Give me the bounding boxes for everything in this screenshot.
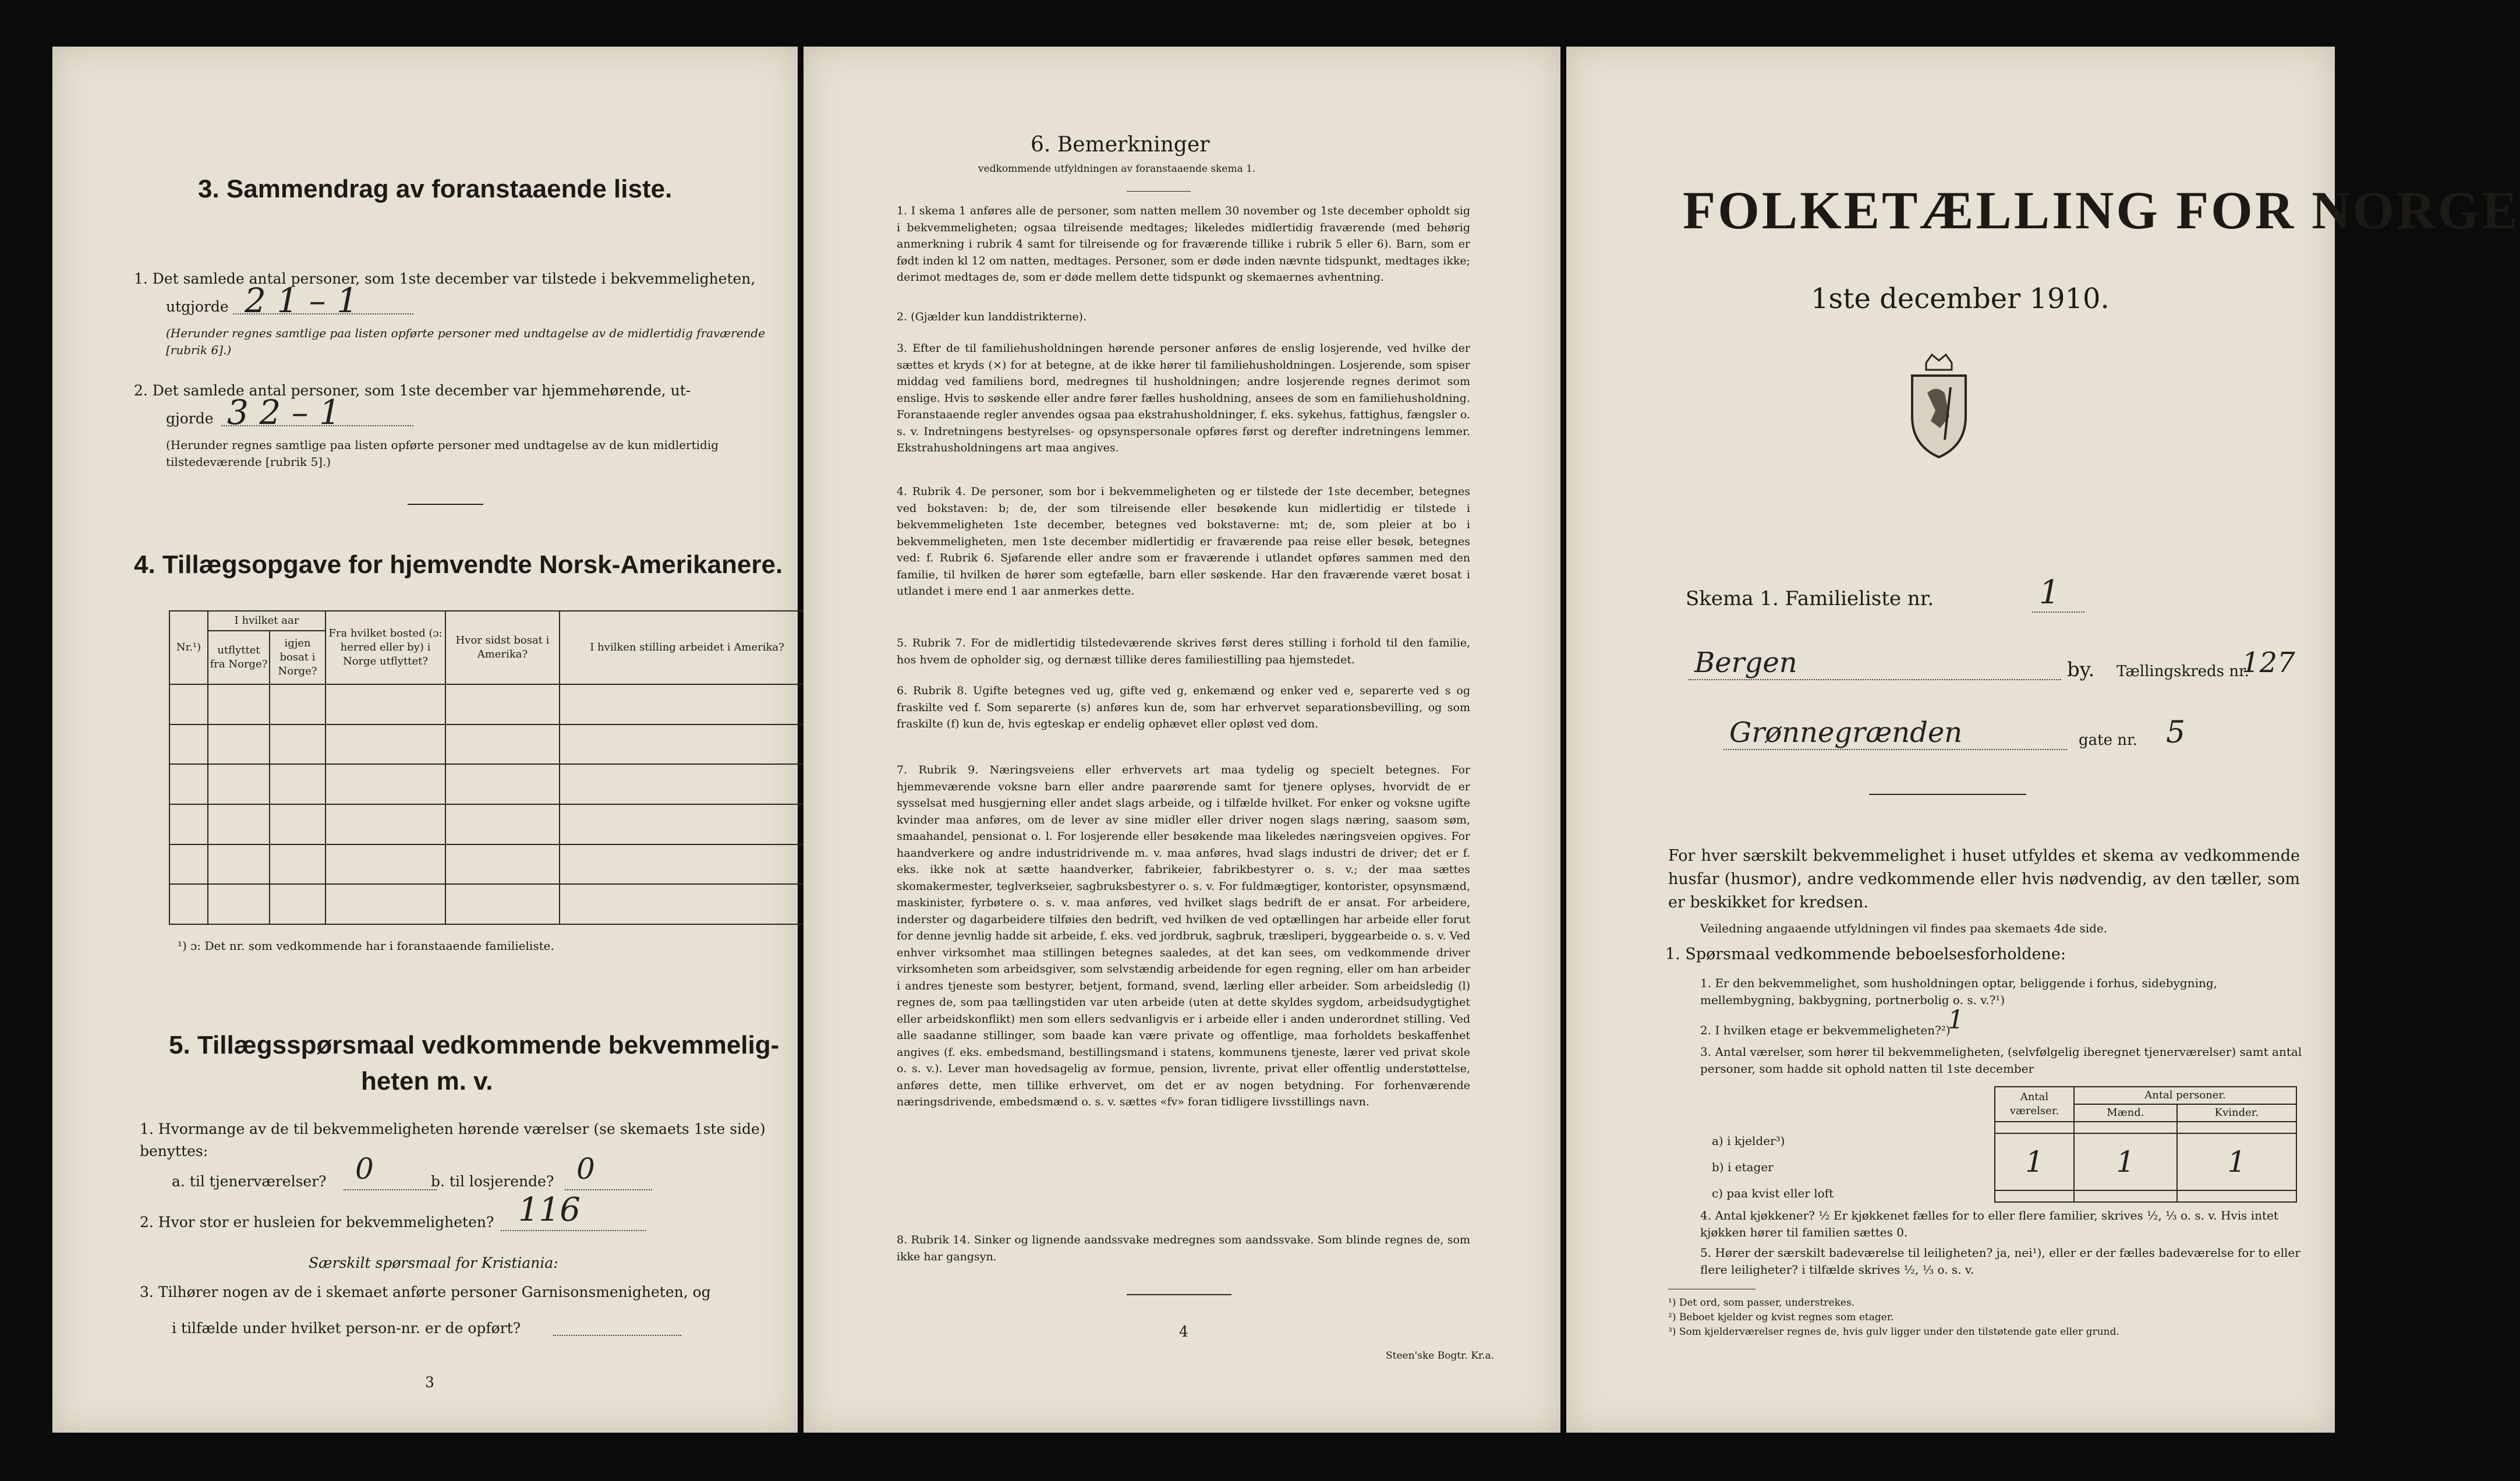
col-personer: Antal personer. bbox=[2074, 1087, 2296, 1104]
remark-3: 3. Efter de til familiehusholdningen hørende personer anføres de enslig losjerende, ved hvilke der sættes et kryds (×) for at betegne, at de ikke hører til familiehusholdningen. Losjerende, som spiser middag ved familiens bord, medregnes til husholdningen; andre losjerende regnes derimot som enslige. Hvis to søskende eller andre fører fælles husholdning, ansees de som en familiehusholdning. Foranstaaende regler anvendes ogsaa paa ekstrahusholdninger, f. eks. sykehus, fattighus, fængsler o. s. v. Indretningens bestyrelses- og opsynspersonale opføres først og derefter indretningens lemmer. Ekstrahusholdningens art maa angives. bbox=[897, 342, 1470, 454]
footnote-3: ³) Som kjelderværelser regnes de, hvis gulv ligger under den tilstøtende gate eller grund. bbox=[1668, 1326, 2119, 1338]
table-row bbox=[169, 804, 815, 844]
coat-of-arms-icon bbox=[1904, 352, 1974, 460]
s5-q1a-value: 0 bbox=[355, 1152, 374, 1186]
remark-1: 1. I skema 1 anføres alle de personer, som natten mellem 30 november og 1ste december opholdt sig i bekvemmeligheten; ogsaa tilreisende medtages; likeledes midlertidig fraværende (med behørig anmerkning i rubrik 4 samt for tilreisende og for fraværende tillike i rubrik 5 eller 6). Barn, som er født inden kl 12 om natten, medtages. Personer, som er døde inden nævnte tidspunkt, medtages ikke; derimot medtages de, som er døde mellem dette tidspunkt og skemaernes avhentning. bbox=[897, 204, 1470, 284]
col-nr: Nr.¹) bbox=[169, 611, 208, 684]
s3-q1-handwritten: 2 1 – 1 bbox=[245, 281, 359, 320]
col-sidst-bosat: Hvor sidst bosat i Amerika? bbox=[445, 611, 560, 684]
s5-q1a-line bbox=[344, 1189, 437, 1190]
divider bbox=[1127, 1294, 1231, 1295]
col-stilling: I hvilken stilling arbeidet i Amerika? bbox=[560, 611, 815, 684]
s5-q3-line1: 3. Tilhører nogen av de i skemaet anførte personer Garnisonsmenigheten, og bbox=[140, 1284, 711, 1300]
remark-4: 4. Rubrik 4. De personer, som bor i bekvemmeligheten og er tilstede der 1ste december, betegnes ved bokstaven: b; de, der som tilreisende eller besøkende kun midlertidig er tilstede i bekvemmeligheten 1ste december, betegnes ved bokstaverne: mt; de, som pleier at bo i bekvemmeligheten, men 1ste december midlertidig er fraværende paa reise eller besøk, betegnes ved: f. Rubrik 6. Sjøfarende eller andre som er fraværende i utlandet opføres sammen med den familie, til hvilken de hører som egtefælle, barn eller søskende. Har den fraværende været bosat i utlandet i mere end 1 aar anmerkes dette. bbox=[897, 485, 1470, 598]
census-date: 1ste december 1910. bbox=[1811, 282, 2110, 315]
s5-q1b-value: 0 bbox=[576, 1152, 595, 1186]
footnote-1: ¹) Det ord, som passer, understrekes. bbox=[1668, 1297, 1855, 1309]
kreds-value: 127 bbox=[2242, 646, 2295, 679]
s5-q2: 2. Hvor stor er husleien for bekvemmeligheten? bbox=[140, 1214, 494, 1231]
remark-8: 8. Rubrik 14. Sinker og lignende aandssvake medregnes som aandssvake. Som blinde regnes de, som ikke har gangsyn. bbox=[897, 1233, 1470, 1263]
cell-vaerelser: 1 bbox=[1995, 1133, 2074, 1191]
gate-nr: 5 bbox=[2166, 715, 2186, 750]
middle-page bbox=[804, 47, 1560, 1433]
section5-title-1: 5. Tillægsspørsmaal vedkommende bekvemmelig- bbox=[169, 1031, 780, 1059]
row-a-label: a) i kjelder³) bbox=[1712, 1134, 1785, 1148]
s5-q2-line bbox=[501, 1230, 646, 1231]
q2-value: 1 bbox=[1948, 1005, 1964, 1035]
footnote-2: ²) Beboet kjelder og kvist regnes som etager. bbox=[1668, 1312, 1894, 1323]
norsk-amerikanere-table bbox=[169, 610, 815, 925]
q4-text: 4. Antal kjøkkener? ½ Er kjøkkenet fælles for to eller flere familier, skrives ½, ⅓ o. s. v. Hvis intet kjøkken hører til familien sættes 0. bbox=[1700, 1208, 2278, 1239]
col-utflyttet: utflyttet fra Norge? bbox=[208, 631, 270, 684]
printer-mark: Steen'ske Bogtr. Kr.a. bbox=[1386, 1350, 1495, 1362]
s5-q3-line bbox=[553, 1335, 681, 1336]
s3-q1: 1. Det samlede antal personer, som 1ste december var tilstede i bekvemmeligheten, bbox=[134, 270, 756, 287]
section3-title: 3. Sammendrag av foranstaaende liste. bbox=[198, 175, 673, 203]
by-line bbox=[1689, 679, 2061, 680]
q2-text: 2. I hvilken etage er bekvemmeligheten?²) bbox=[1700, 1023, 1951, 1037]
cell-kvinder: 1 bbox=[2177, 1133, 2296, 1191]
kreds-label: Tællingskreds nr. bbox=[2116, 663, 2249, 680]
s3-q1-line bbox=[233, 313, 413, 314]
intro-text: For hver særskilt bekvemmelighet i huset utfyldes et skema av vedkommende husfar (husmor), andre vedkommende eller hvis nødvendig, av den tæller, som er beskikket for kredsen. bbox=[1668, 847, 2300, 911]
s3-q1-note: (Herunder regnes samtlige paa listen opførte personer med undtagelse av de midlertidig fraværende [rubrik 6].) bbox=[166, 326, 766, 357]
rooms-persons-table bbox=[1994, 1086, 2297, 1203]
s3-q2-handwritten: 3 2 – 1 bbox=[227, 393, 341, 432]
divider bbox=[1869, 794, 2026, 795]
table-row bbox=[169, 844, 815, 885]
table-row bbox=[1995, 1190, 2296, 1202]
q1-text: 1. Er den bekvemmelighet, som husholdningen optar, beliggende i forhus, sidebygning, mellembygning, bakbygning, portnerbolig o. s. v.?¹) bbox=[1700, 976, 2218, 1007]
remarks-title: 6. Bemerkninger bbox=[1031, 133, 1210, 157]
by-label: by. bbox=[2067, 658, 2095, 681]
s3-q1-utgjorde: utgjorde bbox=[166, 298, 229, 315]
s3-q2: 2. Det samlede antal personer, som 1ste december var hjemmehørende, ut- bbox=[134, 382, 691, 399]
q3-text: 3. Antal værelser, som hører til bekvemmeligheten, (selvfølgelig iberegnet tjenerværelser) samt antal personer, som hadde sit ophold natten til 1ste december bbox=[1700, 1045, 2302, 1076]
s5-kristiania: Særskilt spørsmaal for Kristiania: bbox=[309, 1254, 558, 1271]
table-row bbox=[169, 724, 815, 765]
s3-q2-note: (Herunder regnes samtlige paa listen opførte personer med undtagelse av de kun midlertidig tilstedeværende [rubrik 5].) bbox=[166, 438, 719, 469]
s5-q1b-line bbox=[565, 1189, 652, 1190]
col-kvinder: Kvinder. bbox=[2177, 1104, 2296, 1122]
census-title: FOLKETÆLLING FOR NORGE bbox=[1683, 181, 2520, 240]
col-maend: Mænd. bbox=[2074, 1104, 2177, 1122]
s5-q2-value: 116 bbox=[518, 1191, 581, 1229]
remark-5: 5. Rubrik 7. For de midlertidig tilstedeværende skrives først deres stilling i forhold til den familie, hos hvem de opholder sig, og dernæst tillike deres familiestilling paa hjemstedet. bbox=[897, 637, 1470, 666]
remarks-subtitle: vedkommende utfyldningen av foranstaaende skema 1. bbox=[978, 163, 1256, 175]
row-c-label: c) paa kvist eller loft bbox=[1712, 1186, 1834, 1200]
cell-maend: 1 bbox=[2074, 1133, 2177, 1191]
table-row bbox=[1995, 1122, 2296, 1133]
table-row bbox=[169, 684, 815, 724]
page-number: 4 bbox=[1179, 1323, 1188, 1340]
gate-value: Grønnegrænden bbox=[1729, 716, 1963, 749]
remark-6: 6. Rubrik 8. Ugifte betegnes ved ug, gifte ved g, enkemænd og enker ved e, separerte ved s og fraskilte ved f. Som separerte (s) anføres kun de, som har erhvervet separationsbevilling, og som fraskilte (f) kun de, hvis egteskap er endelig ophævet eller opløst ved dom. bbox=[897, 684, 1470, 730]
divider bbox=[408, 504, 483, 505]
section1-title: 1. Spørsmaal vedkommende beboelsesforholdene: bbox=[1665, 945, 2066, 963]
col-hvilket-bosted: Fra hvilket bosted (ɔ: herred eller by) i Norge utflyttet? bbox=[325, 611, 445, 684]
remark-2: 2. (Gjælder kun landdistrikterne). bbox=[897, 310, 1087, 323]
q5-text: 5. Hører der særskilt badeværelse til leiligheten? ja, nei¹), eller er der fælles badeværelse for to eller flere leiligheter? i tilfælde skrives ½, ⅓ o. s. v. bbox=[1700, 1246, 2300, 1277]
skema-label: Skema 1. Familieliste nr. bbox=[1686, 587, 1934, 610]
s5-q1b: b. til losjerende? bbox=[431, 1173, 554, 1190]
gate-line bbox=[1723, 749, 2067, 750]
col-year: I hvilket aar bbox=[208, 611, 325, 631]
remark-7: 7. Rubrik 9. Næringsveiens eller erhvervets art maa tydelig og specielt betegnes. For hjemmeværende voksne barn eller andre paarørende samt for tjenere oplyses, hvorvidt de er sysselsat med husgjerning eller andet slags arbeide, og i tilfælde hvilket. For enker og voksne ugifte kvinder maa anføres, om de lever av sine midler eller driver nogen slags næring, saasom søm, smaahandel, pensionat o. l. For losjerende eller besøkende maa likeledes næringsveien opgives. For haandverkere og andre industridrivende m. v. maa anføres, hvad slags industri de driver; det er f. eks. ikke nok at sætte haandverker, fabrikeier, fabrikbestyrer o. s. v.; der maa sættes skomakermester, teglverkseier, sagbruksbestyrer o. s. v. For fuldmægtiger, kontorister, opsynsmænd, maskinister, fyrbøtere o. s. v. maa anføres, ved hvilket slags bedrift de er ansat. For arbeidere, inderster og dagarbeidere tilføies den bedrift, ved hvilken de ved optællingen har arbeide eller forut for denne jevnlig hadde sit arbeide, f. eks. ved jordbruk, sagbruk, træsliperi, byggearbeide o. s. v. Ved enhver virksomhet maa stillingen betegnes saaledes, at det kan sees, om vedkommende driver virksomheten som arbeidsgiver, som selvstændig arbeidende for egen regning, eller om han arbeider i andres tjeneste som bestyrer, betjent, formand, svend, lærling eller arbeider. Som arbeidsledig (l) regnes de, som paa tællingstiden var uten arbeide (uten at dette skyldes sygdom, arbeidsudygtighet eller arbeidskonflikt) men som ellers sedvanligvis er i arbeide eller i anden underordnet stilling. Ved alle saadanne stillinger, som baade kan være private og offentlige, maa forholdets beskaffenhet angives (f. eks. embedsmand, bestillingsmand i statens, kommunens tjeneste, lærer ved privat skole o. s. v.). Lever man hovedsagelig av formue, pension, livrente, privat eller offentlig understøttelse, anføres dette, men tillike erhvervet, om det er av nogen betydning. For forhenværende næringsdrivende, embedsmænd o. s. v. sættes «fv» foran tidligere livsstillings navn. bbox=[897, 764, 1470, 1108]
table-row bbox=[1995, 1133, 2296, 1191]
familieliste-nr: 1 bbox=[2039, 574, 2060, 612]
s5-q1: 1. Hvormange av de til bekvemmeligheten hørende værelser (se skemaets 1ste side) benyttes: bbox=[140, 1121, 766, 1160]
col-igjen-bosat: igjen bosat i Norge? bbox=[270, 631, 325, 684]
right-page bbox=[1566, 47, 2520, 1433]
gate-label: gate nr. bbox=[2079, 731, 2137, 749]
s5-q1a: a. til tjenerværelser? bbox=[172, 1173, 327, 1190]
page-number: 3 bbox=[425, 1374, 434, 1391]
s3-q2-line bbox=[221, 425, 413, 426]
table-row bbox=[169, 764, 815, 804]
s5-q3-line2: i tilfælde under hvilket person-nr. er de opført? bbox=[172, 1320, 521, 1337]
s4-footnote: ¹) ɔ: Det nr. som vedkommende har i foranstaaende familieliste. bbox=[178, 939, 554, 953]
by-value: Bergen bbox=[1694, 646, 1797, 679]
left-page bbox=[52, 47, 798, 1433]
section5-title-2: heten m. v. bbox=[361, 1067, 493, 1095]
divider bbox=[1127, 191, 1191, 192]
familieliste-line bbox=[2032, 612, 2084, 613]
s3-q2-utgjorde: gjorde bbox=[166, 410, 214, 427]
veiledning: Veiledning angaaende utfyldningen vil findes paa skemaets 4de side. bbox=[1700, 921, 2108, 935]
table-row bbox=[169, 884, 815, 924]
row-b-label: b) i etager bbox=[1712, 1160, 1774, 1174]
col-vaerelser: Antal værelser. bbox=[1995, 1087, 2074, 1122]
section4-title: 4. Tillægsopgave for hjemvendte Norsk-Amerikanere. bbox=[134, 550, 783, 579]
